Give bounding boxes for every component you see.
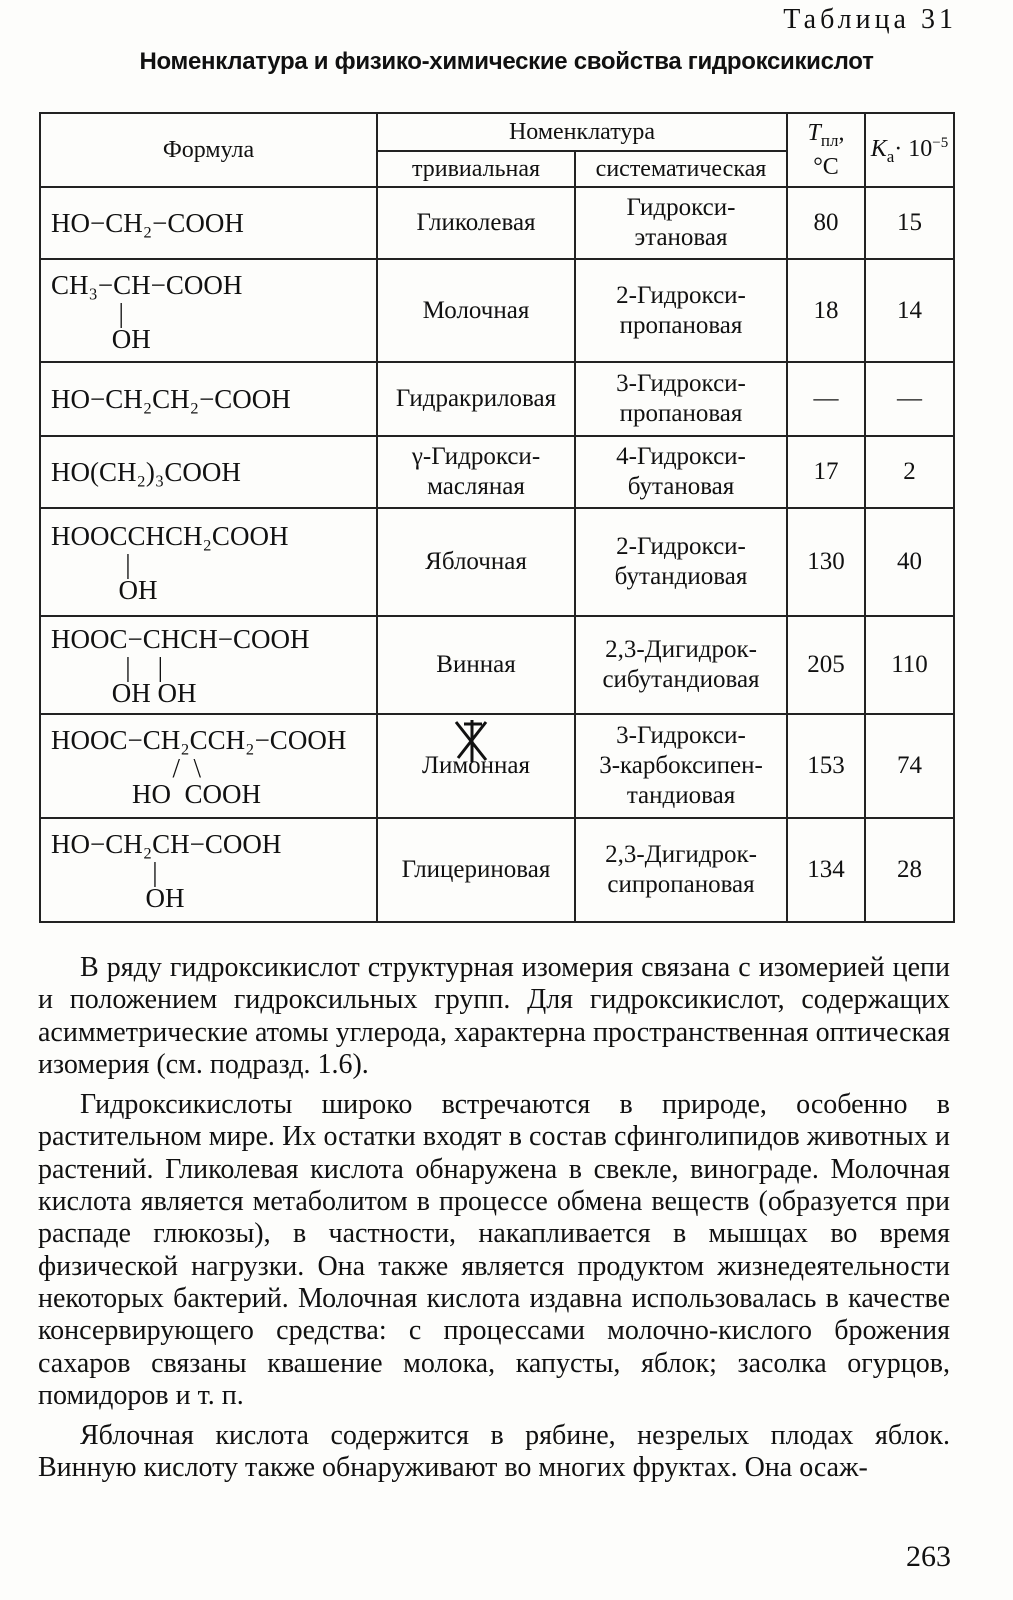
table-number-label: Таблица 31 xyxy=(783,4,957,35)
ka-symbol: K xyxy=(870,136,887,163)
cell-trivial-name: Молочная xyxy=(377,259,575,362)
cell-systematic-name: 4-Гидрокси- бутановая xyxy=(575,436,787,508)
page-number: 263 xyxy=(906,1540,951,1573)
table-row xyxy=(40,187,954,259)
hydroxy-acids-table xyxy=(39,112,955,923)
cell-trivial-name: Винная xyxy=(377,616,575,714)
formula-main: HO−CH₂CH−COOH xyxy=(51,829,282,859)
formula-main: HO(CH₂)₃COOH xyxy=(51,457,241,487)
header-melting-point xyxy=(787,113,865,187)
cell-systematic-name: 2,3-Дигидрок- сибутандиовая xyxy=(575,616,787,714)
cell-trivial-name: Глицериновая xyxy=(377,818,575,922)
formula-main: HOOC−CHCH−COOH xyxy=(51,624,310,654)
formula-bond: | xyxy=(51,857,158,887)
cell-ka: 110 xyxy=(865,616,954,714)
cell-melting-point: 17 xyxy=(787,436,865,508)
cell-trivial-name: Гликолевая xyxy=(377,187,575,259)
cell-melting-point: 153 xyxy=(787,714,865,818)
formula-substituent: HO COOH xyxy=(51,779,262,809)
cell-systematic-name: 3-Гидрокси- пропановая xyxy=(575,362,787,436)
header-trivial: тривиальная xyxy=(377,151,575,187)
table-row xyxy=(40,436,954,508)
cell-systematic-name: 2,3-Дигидрок- сипропановая xyxy=(575,818,787,922)
cell-systematic-name: 2-Гидрокси- бутандиовая xyxy=(575,508,787,616)
formula-bond: | xyxy=(51,549,131,579)
header-formula: Формула xyxy=(40,113,377,187)
tmelt-unit: °C xyxy=(813,153,839,180)
cell-melting-point: 130 xyxy=(787,508,865,616)
cell-melting-point: 205 xyxy=(787,616,865,714)
cell-formula xyxy=(40,714,377,818)
formula-substituent: OH xyxy=(51,323,151,354)
cell-ka: 74 xyxy=(865,714,954,818)
cell-ka: 40 xyxy=(865,508,954,616)
cell-trivial-name: Лимонная xyxy=(377,714,575,818)
cell-systematic-name: 2-Гидрокси- пропановая xyxy=(575,259,787,362)
paragraph: В ряду гидроксикислот структурная изомерия связана с изомерией цепи и положением гидроксильных групп. Для гидроксикислот, содержащих асимметрические атомы углерода, характерна пространственная оптическая изомерия (см. подразд. 1.6). xyxy=(38,952,950,1080)
formula-main: HOOCCHCH₂COOH xyxy=(51,521,289,551)
cell-formula xyxy=(40,508,377,616)
table-row xyxy=(40,362,954,436)
formula-substituent: OH xyxy=(51,575,158,605)
formula-substituent: OH OH xyxy=(51,678,197,708)
tmelt-symbol: Т xyxy=(807,120,821,147)
formula-substituent: OH xyxy=(51,883,185,913)
tmelt-comma: , xyxy=(838,120,845,147)
body-text xyxy=(38,952,950,1493)
cell-formula xyxy=(40,259,377,362)
cell-trivial-name: Яблочная xyxy=(377,508,575,616)
formula-main: HOOC−CH₂CCH₂−COOH xyxy=(51,725,347,755)
header-ka xyxy=(865,113,954,187)
ka-subscript: a xyxy=(886,146,895,166)
cell-ka: 14 xyxy=(865,259,954,362)
cell-systematic-name: Гидрокси- этановая xyxy=(575,187,787,259)
formula-bond: / \ xyxy=(51,753,202,783)
ka-multiplier: · 10 xyxy=(894,136,933,163)
cell-melting-point: 18 xyxy=(787,259,865,362)
cell-formula xyxy=(40,187,377,259)
handwritten-mark xyxy=(452,718,492,764)
cell-melting-point: — xyxy=(787,362,865,436)
tmelt-subscript: пл xyxy=(820,130,839,150)
header-systematic: систематическая xyxy=(575,151,787,187)
table-row xyxy=(40,259,954,362)
paragraph: Яблочная кислота содержится в рябине, незрелых плодах яблок. Винную кислоту также обнаруживают во многих фруктах. Она осаж- xyxy=(38,1420,950,1484)
cell-trivial-name: Гидракриловая xyxy=(377,362,575,436)
cell-melting-point: 134 xyxy=(787,818,865,922)
formula-bond: | | xyxy=(51,652,164,682)
cell-ka: — xyxy=(865,362,954,436)
table-row xyxy=(40,508,954,616)
formula-main: CH₃−CH−COOH xyxy=(51,269,243,300)
cell-trivial-name: γ-Гидрокси- масляная xyxy=(377,436,575,508)
formula-main: HO−CH₂−COOH xyxy=(51,208,244,238)
table-title: Номенклатура и физико-химические свойства гидроксикислот xyxy=(139,48,874,75)
table-row xyxy=(40,714,954,818)
cell-melting-point: 80 xyxy=(787,187,865,259)
formula-bond: | xyxy=(51,297,124,328)
cell-formula xyxy=(40,616,377,714)
cell-ka: 2 xyxy=(865,436,954,508)
cell-systematic-name: 3-Гидрокси- 3-карбоксипен- тандиовая xyxy=(575,714,787,818)
cell-ka: 28 xyxy=(865,818,954,922)
header-nomenclature: Номенклатура xyxy=(377,113,787,151)
cell-formula xyxy=(40,436,377,508)
table-row xyxy=(40,616,954,714)
cell-formula xyxy=(40,818,377,922)
paragraph: Гидроксикислоты широко встречаются в природе, особенно в растительном мире. Их остатки входят в состав сфинголипидов животных и растений. Гликолевая кислота обнаружена в свекле, винограде. Молочная кислота является метаболитом в процессе обмена веществ (образуется при распаде глюкозы), в частности, накапливается в мышцах во время физической нагрузки. Она также является продуктом жизнедеятельности некоторых бактерий. Молочная кислота издавна использовалась в качестве консервирующего средства: с процессами молочно-кислого брожения сахаров связаны квашение молока, капусты, яблок; засолка огурцов, помидоров и т. п. xyxy=(38,1089,950,1411)
cell-formula xyxy=(40,362,377,436)
cell-ka: 15 xyxy=(865,187,954,259)
table-row xyxy=(40,818,954,922)
formula-main: HO−CH₂CH₂−COOH xyxy=(51,384,291,414)
ka-exponent: −5 xyxy=(932,135,949,152)
